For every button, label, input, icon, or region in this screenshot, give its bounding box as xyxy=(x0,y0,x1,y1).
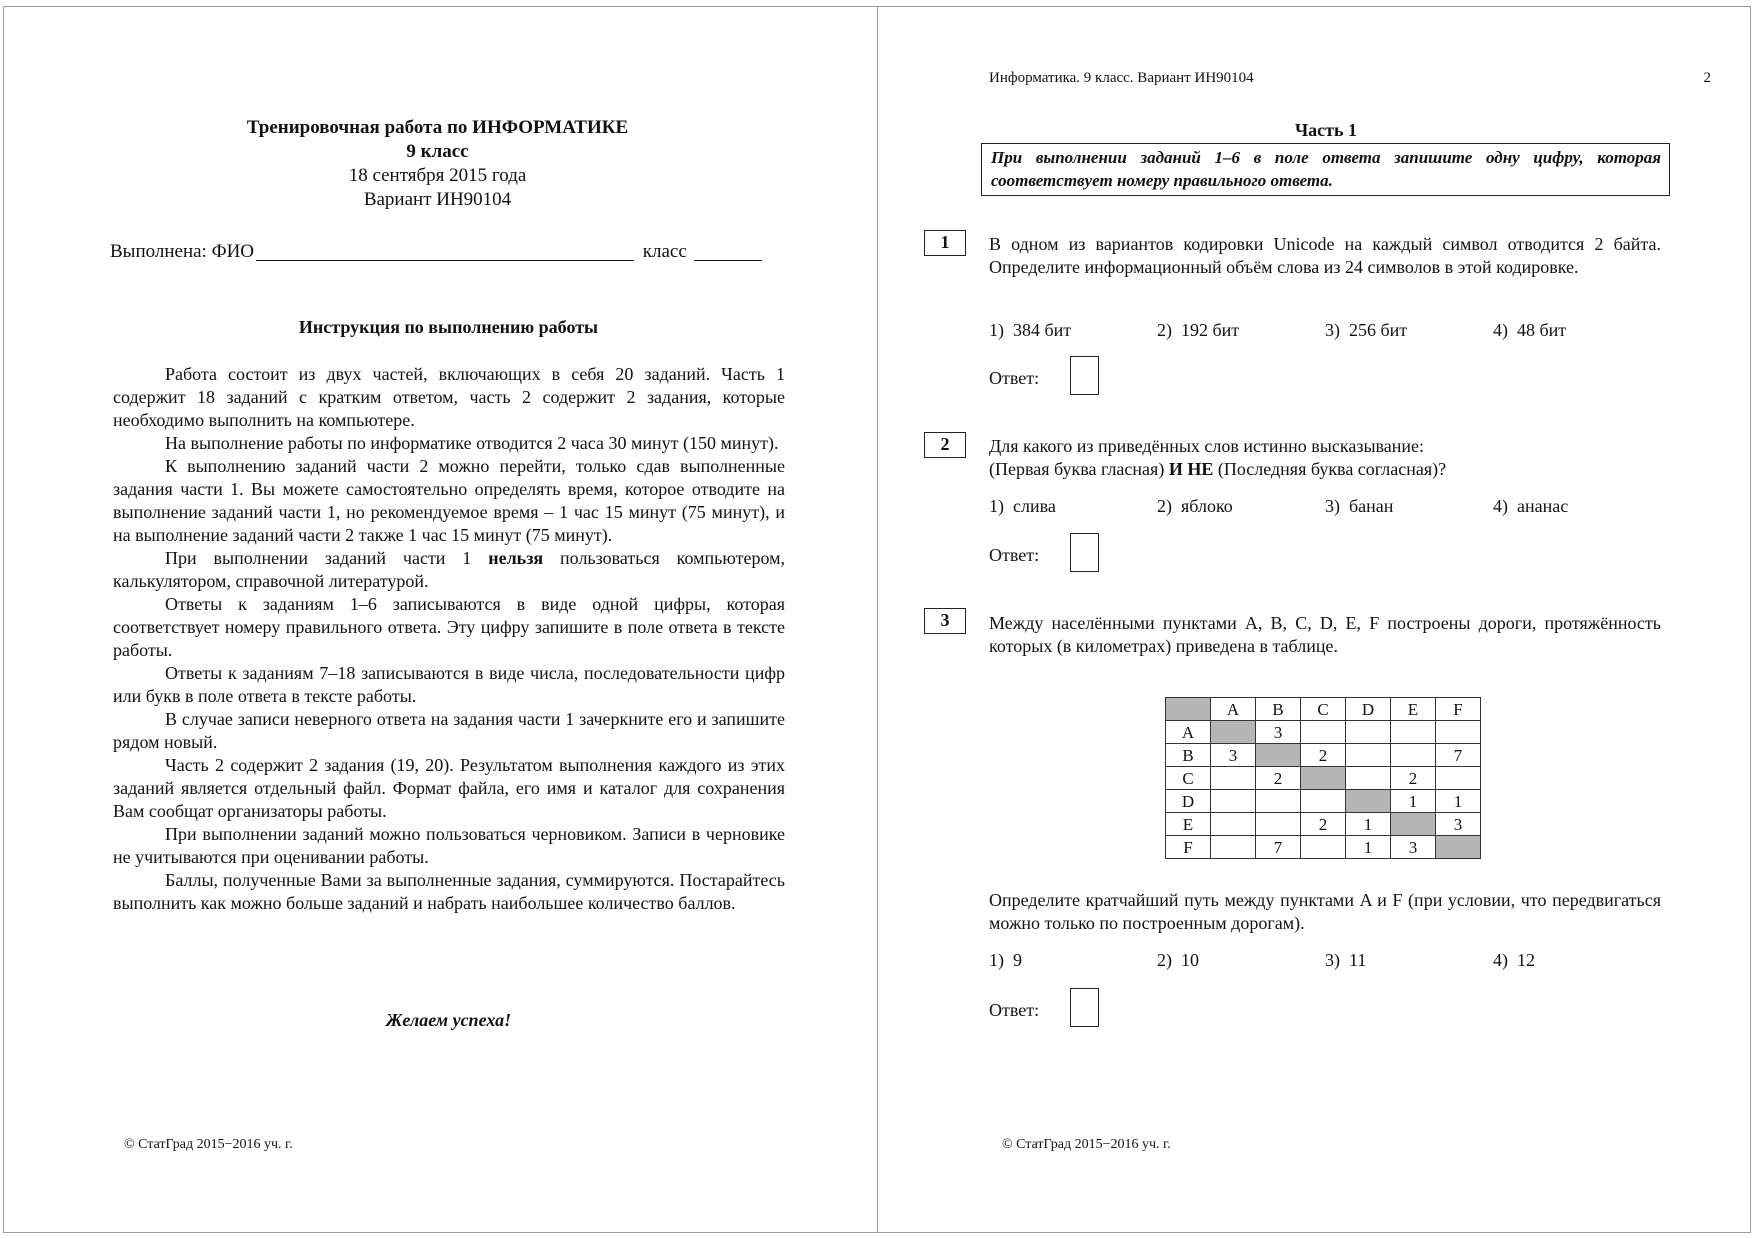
table-cell xyxy=(1301,790,1346,813)
date: 18 сентября 2015 года xyxy=(348,165,527,186)
table-cell xyxy=(1211,813,1256,836)
option[interactable]: 3) 256 бит xyxy=(1325,320,1408,340)
table-cell: 1 xyxy=(1391,790,1436,813)
table-cell xyxy=(1301,721,1346,744)
table-cell xyxy=(1346,790,1391,813)
table-cell: 2 xyxy=(1256,767,1301,790)
table-row-header: D xyxy=(1166,790,1211,813)
table-row-header: E xyxy=(1166,813,1211,836)
option[interactable]: 4) 48 бит xyxy=(1493,320,1567,340)
table-cell: 3 xyxy=(1256,721,1301,744)
emphasis: нельзя xyxy=(488,548,544,568)
question-1-text: В одном из вариантов кодировки Unicode на каждый символ отводится 2 байта. Определите информационный объём слова из 24 символов в этой кодировке. xyxy=(989,234,1661,277)
closing-wish: Желаем успеха! xyxy=(385,1010,512,1030)
answer-box-1[interactable] xyxy=(1070,356,1099,395)
instruction-paragraph: Часть 2 содержит 2 задания (19, 20). Результатом выполнения каждого из этих заданий является отдельный файл. Формат файла, его имя и каталог для сохранения Вам сообщат организаторы работы. xyxy=(113,755,785,821)
distance-table xyxy=(1165,697,1481,859)
table-cell xyxy=(1346,767,1391,790)
fio-field[interactable] xyxy=(256,242,634,261)
instructions-title: Инструкция по выполнению работы xyxy=(298,317,599,337)
table-cell: 3 xyxy=(1391,836,1436,859)
table-row-header: F xyxy=(1166,836,1211,859)
table-cell xyxy=(1211,836,1256,859)
instruction-paragraph: К выполнению заданий части 2 можно перейти, только сдав выполненные задания части 1. Вы можете самостоятельно определять время, которое отводите на выполнение заданий части 1, но рекомендуемое время – 1 час 15 минут (75 минут), и на выполнение заданий части 2 также 1 час 15 минут (75 минут). xyxy=(113,456,785,545)
question-text-line: (Первая буква гласная) И НЕ (Последняя буква согласная)? xyxy=(989,459,1447,479)
table-cell xyxy=(1211,790,1256,813)
fio-label: Выполнена: ФИО xyxy=(110,241,255,262)
table-row xyxy=(1166,813,1481,836)
table-header-cell: B xyxy=(1256,698,1301,721)
instruction-paragraph: На выполнение работы по информатике отводится 2 часа 30 минут (150 минут). xyxy=(165,433,779,453)
question-number-1: 1 xyxy=(924,230,966,256)
table-header-cell: E xyxy=(1391,698,1436,721)
option[interactable]: 2) 192 бит xyxy=(1157,320,1240,340)
option[interactable]: 1) 384 бит xyxy=(989,320,1072,340)
table-row-header: C xyxy=(1166,767,1211,790)
instruction-paragraph: При выполнении заданий можно пользоваться черновиком. Записи в черновике не учитываются при оценивании работы. xyxy=(113,824,785,867)
table-cell xyxy=(1436,721,1481,744)
title-block xyxy=(0,116,875,212)
table-row xyxy=(1166,836,1481,859)
table-cell xyxy=(1256,790,1301,813)
table-cell: 7 xyxy=(1436,744,1481,767)
text-part: пользоваться компьютером, калькулятором, справочной литературой. xyxy=(113,548,785,591)
table-cell xyxy=(1436,836,1481,859)
table-cell xyxy=(1256,813,1301,836)
table-cell xyxy=(1211,767,1256,790)
option[interactable]: 1) 9 xyxy=(989,950,1022,970)
table-cell: 2 xyxy=(1391,767,1436,790)
table-cell xyxy=(1346,721,1391,744)
table-cell: 1 xyxy=(1436,790,1481,813)
option[interactable]: 3) банан xyxy=(1325,496,1394,516)
part-title: Часть 1 xyxy=(1294,120,1358,140)
table-header-cell: D xyxy=(1346,698,1391,721)
table-cell xyxy=(1301,836,1346,859)
question-1-options xyxy=(989,320,1661,344)
instruction-paragraph: Ответы к заданиям 1–6 записываются в виде одной цифры, которая соответствует номеру правильного ответа. Эту цифру запишите в поле ответа в тексте работы. xyxy=(113,594,785,660)
option[interactable]: 1) слива xyxy=(989,496,1056,516)
question-3-prompt: Определите кратчайший путь между пунктами A и F (при условии, что передвигаться можно только по построенным дорогам). xyxy=(989,890,1661,933)
option[interactable]: 4) 12 xyxy=(1493,950,1535,970)
class-label: класс xyxy=(642,241,687,262)
running-header: Информатика. 9 класс. Вариант ИН90104 xyxy=(989,70,1254,86)
table-cell xyxy=(1346,744,1391,767)
table-header-cell: A xyxy=(1211,698,1256,721)
text-part: При выполнении заданий части 1 xyxy=(165,548,489,568)
table-row-header: A xyxy=(1166,721,1211,744)
table-cell xyxy=(1391,744,1436,767)
question-2-text xyxy=(989,435,1661,481)
option[interactable]: 4) ананас xyxy=(1493,496,1569,516)
table-cell: 3 xyxy=(1436,813,1481,836)
answer-box-2[interactable] xyxy=(1070,533,1099,572)
variant: Вариант ИН90104 xyxy=(363,189,512,210)
option[interactable]: 3) 11 xyxy=(1325,950,1367,970)
option[interactable]: 2) 10 xyxy=(1157,950,1199,970)
table-cell xyxy=(1436,767,1481,790)
copyright: © СтатГрад 2015−2016 уч. г. xyxy=(1002,1137,1171,1152)
question-3-options xyxy=(989,950,1661,974)
grade: 9 класс xyxy=(406,141,469,162)
answer-box-3[interactable] xyxy=(1070,988,1099,1027)
question-text-line: Для какого из приведённых слов истинно высказывание: xyxy=(989,436,1425,456)
instruction-paragraph: Ответы к заданиям 7–18 записываются в виде числа, последовательности цифр или букв в поле ответа в тексте работы. xyxy=(113,663,785,706)
answer-label: Ответ: xyxy=(989,545,1040,565)
question-2-options xyxy=(989,496,1661,520)
copyright: © СтатГрад 2015−2016 уч. г. xyxy=(124,1137,293,1152)
table-cell: 7 xyxy=(1256,836,1301,859)
class-field[interactable] xyxy=(694,242,762,261)
question-number-2: 2 xyxy=(924,432,966,458)
table-cell xyxy=(1391,813,1436,836)
page-number: 2 xyxy=(1703,70,1711,86)
table-cell: 3 xyxy=(1211,744,1256,767)
table-cell: 2 xyxy=(1301,813,1346,836)
document-title: Тренировочная работа по ИНФОРМАТИКЕ xyxy=(246,117,629,138)
table-header-row xyxy=(1166,698,1481,721)
table-header-cell: C xyxy=(1301,698,1346,721)
table-cell: 1 xyxy=(1346,836,1391,859)
instructions-body xyxy=(113,363,785,915)
instruction-paragraph: В случае записи неверного ответа на задания части 1 зачеркните его и запишите рядом новый. xyxy=(113,709,785,752)
answer-label: Ответ: xyxy=(989,368,1040,388)
table-cell xyxy=(1256,744,1301,767)
answer-label: Ответ: xyxy=(989,1000,1040,1020)
table-row xyxy=(1166,767,1481,790)
table-cell xyxy=(1391,721,1436,744)
table-corner-cell xyxy=(1166,698,1211,721)
instruction-paragraph: Баллы, полученные Вами за выполненные задания, суммируются. Постарайтесь выполнить как можно больше заданий и набрать наибольшее количество баллов. xyxy=(113,870,785,913)
table-cell xyxy=(1211,721,1256,744)
part-instruction-box: При выполнении заданий 1–6 в поле ответа запишите одну цифру, которая соответствует номеру правильного ответа. xyxy=(981,143,1670,196)
table-row-header: B xyxy=(1166,744,1211,767)
table-header-cell: F xyxy=(1436,698,1481,721)
option[interactable]: 2) яблоко xyxy=(1157,496,1233,516)
table-row xyxy=(1166,721,1481,744)
question-3-text: Между населёнными пунктами A, B, C, D, E, F построены дороги, протяжённость которых (в километрах) приведена в таблице. xyxy=(989,613,1661,656)
fio-line xyxy=(110,241,766,263)
table-row xyxy=(1166,790,1481,813)
instruction-paragraph xyxy=(113,547,785,593)
table-cell: 1 xyxy=(1346,813,1391,836)
question-number-3: 3 xyxy=(924,608,966,634)
table-row xyxy=(1166,744,1481,767)
table-cell xyxy=(1301,767,1346,790)
table-cell: 2 xyxy=(1301,744,1346,767)
instruction-paragraph: Работа состоит из двух частей, включающих в себя 20 заданий. Часть 1 содержит 18 заданий с кратким ответом, часть 2 содержит 2 задания, которые необходимо выполнить на компьютере. xyxy=(113,364,785,430)
